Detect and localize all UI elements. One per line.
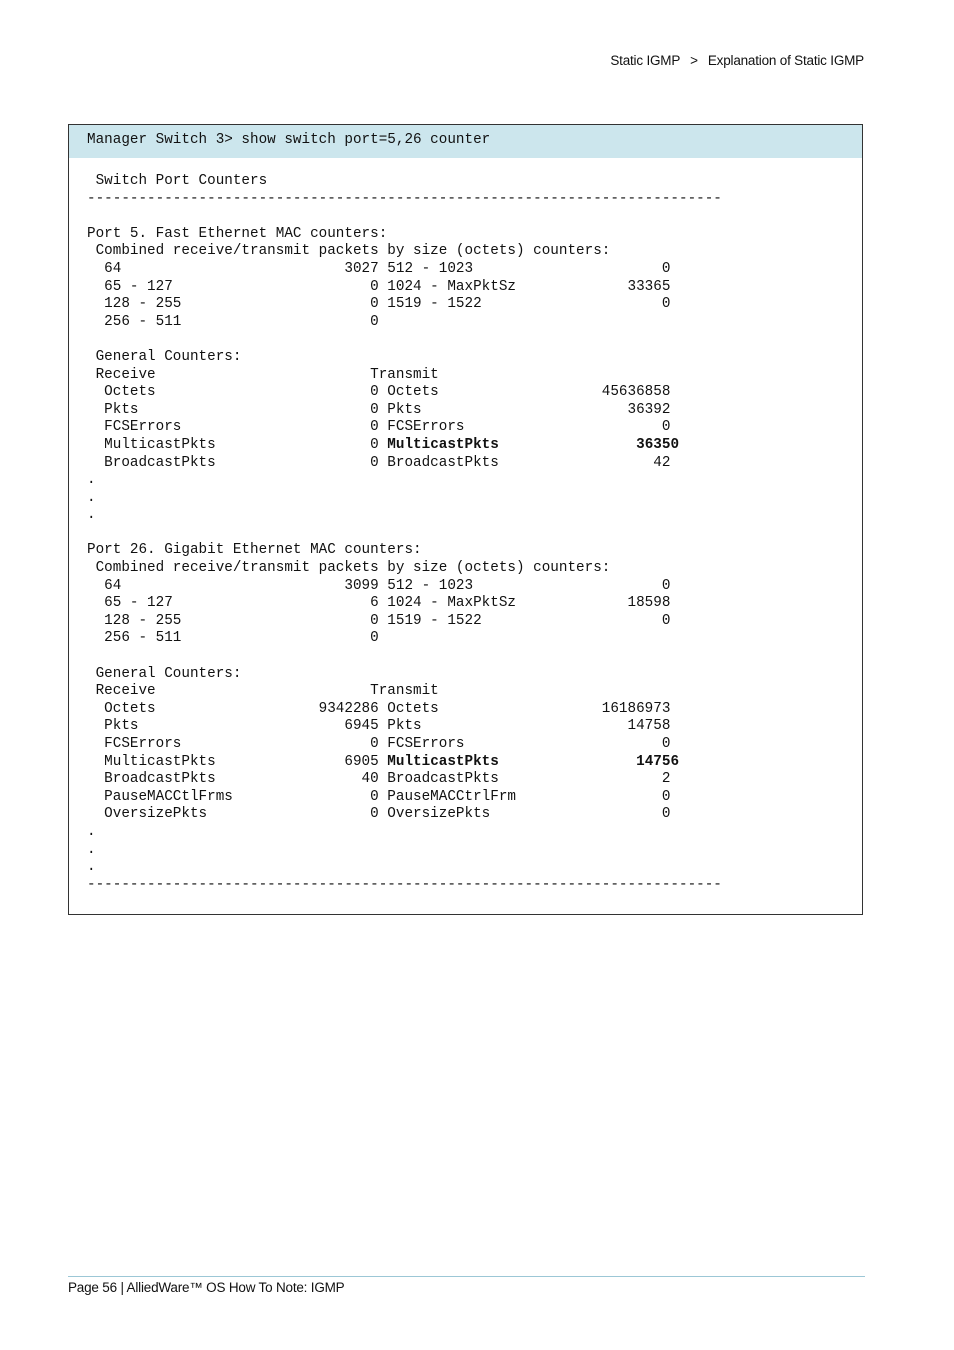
breadcrumb-subsection: Explanation of Static IGMP bbox=[707, 53, 864, 68]
console-line-text: 128 - 255 0 1519 - 1522 0 bbox=[87, 296, 671, 313]
console-line bbox=[87, 877, 722, 895]
console-line-text: 256 - 511 0 bbox=[87, 313, 379, 330]
console-line bbox=[87, 806, 722, 824]
console-line bbox=[87, 630, 722, 648]
console-line-text: Port 5. Fast Ethernet MAC counters: bbox=[87, 225, 388, 242]
console-line-text: Switch Port Counters bbox=[87, 173, 268, 189]
console-line bbox=[87, 191, 722, 209]
console-line bbox=[87, 718, 722, 736]
console-line-text: 128 - 255 0 1519 - 1522 0 bbox=[87, 612, 671, 629]
console-line bbox=[87, 507, 722, 525]
console-line-text: Pkts 6945 Pkts 14758 bbox=[87, 718, 671, 735]
console-line bbox=[87, 595, 722, 613]
console-line bbox=[87, 173, 722, 191]
console-line bbox=[87, 243, 722, 261]
console-line bbox=[87, 736, 722, 754]
console-line-text: -------------------------------------------------------------------------- bbox=[87, 190, 722, 207]
console-line-text: 256 - 511 0 bbox=[87, 630, 379, 647]
console-line bbox=[87, 367, 722, 385]
console-line bbox=[87, 331, 722, 349]
console-line bbox=[87, 472, 722, 490]
console-line-text: -------------------------------------------------------------------------- bbox=[87, 876, 722, 893]
console-line bbox=[87, 560, 722, 578]
console-line-text: PauseMACCtlFrms 0 PauseMACCtrlFrm 0 bbox=[87, 788, 671, 805]
console-line-text: Port 26. Gigabit Ethernet MAC counters: bbox=[87, 542, 422, 559]
console-line-text: . bbox=[87, 841, 96, 858]
highlighted-label: MulticastPkts bbox=[387, 436, 499, 453]
console-line-text: BroadcastPkts 0 BroadcastPkts 42 bbox=[87, 454, 671, 471]
console-line-text: General Counters: bbox=[87, 348, 242, 365]
breadcrumb-separator: > bbox=[690, 53, 698, 68]
console-line bbox=[87, 226, 722, 244]
highlighted-value: 36350 bbox=[636, 436, 680, 453]
breadcrumb bbox=[610, 53, 864, 68]
console-line bbox=[87, 208, 722, 226]
highlighted-value: 14756 bbox=[636, 753, 680, 770]
console-line-text: . bbox=[87, 507, 96, 524]
console-line bbox=[87, 824, 722, 842]
console-line bbox=[87, 261, 722, 279]
console-line-text: General Counters: bbox=[87, 665, 242, 682]
console-line bbox=[87, 455, 722, 473]
console-line bbox=[87, 701, 722, 719]
console-output-box bbox=[68, 124, 863, 915]
console-line bbox=[87, 842, 722, 860]
console-line-text: Octets 0 Octets 45636858 bbox=[87, 384, 671, 401]
console-line-text: FCSErrors 0 FCSErrors 0 bbox=[87, 736, 671, 752]
command-line: Manager Switch 3> show switch port=5,26 counter bbox=[69, 125, 862, 158]
console-line-spacing bbox=[499, 437, 636, 453]
console-line-text: MulticastPkts 0 bbox=[87, 436, 388, 453]
console-line bbox=[87, 771, 722, 789]
console-line-text: Receive Transmit bbox=[87, 683, 439, 700]
console-line bbox=[87, 419, 722, 437]
console-output-lines bbox=[87, 173, 722, 894]
footer-divider bbox=[68, 1276, 865, 1277]
console-line bbox=[87, 402, 722, 420]
console-line-text: MulticastPkts 6905 bbox=[87, 753, 388, 770]
page-footer: Page 56 | AlliedWare™ OS How To Note: IGMP bbox=[68, 1280, 345, 1295]
console-line bbox=[87, 296, 722, 314]
breadcrumb-section: Static IGMP bbox=[610, 53, 681, 68]
console-line bbox=[87, 683, 722, 701]
console-line-text: 65 - 127 6 1024 - MaxPktSz 18598 bbox=[87, 595, 671, 612]
console-line bbox=[87, 754, 722, 772]
highlighted-label: MulticastPkts bbox=[387, 753, 499, 770]
console-line-text: FCSErrors 0 FCSErrors 0 bbox=[87, 419, 671, 436]
console-line bbox=[87, 789, 722, 807]
console-line bbox=[87, 314, 722, 332]
console-line bbox=[87, 349, 722, 367]
console-line bbox=[87, 525, 722, 543]
console-line-text: BroadcastPkts 40 BroadcastPkts 2 bbox=[87, 771, 671, 788]
console-line-text: Combined receive/transmit packets by size (octets) counters: bbox=[87, 243, 611, 260]
console-line-text: Receive Transmit bbox=[87, 366, 439, 383]
console-line-text: Pkts 0 Pkts 36392 bbox=[87, 401, 671, 418]
console-line bbox=[87, 437, 722, 455]
console-line-text: 64 3099 512 - 1023 0 bbox=[87, 577, 671, 594]
console-line-text: . bbox=[87, 859, 96, 876]
console-line bbox=[87, 613, 722, 631]
console-line-text: . bbox=[87, 472, 96, 489]
console-line-text: Combined receive/transmit packets by size (octets) counters: bbox=[87, 560, 611, 577]
console-line bbox=[87, 666, 722, 684]
console-line-text: 64 3027 512 - 1023 0 bbox=[87, 260, 671, 277]
console-line-spacing bbox=[499, 754, 636, 770]
console-line-text: 65 - 127 0 1024 - MaxPktSz 33365 bbox=[87, 278, 671, 295]
console-line bbox=[87, 384, 722, 402]
console-line-text: Octets 9342286 Octets 16186973 bbox=[87, 700, 671, 717]
console-line bbox=[87, 859, 722, 877]
console-line-text: . bbox=[87, 489, 96, 506]
console-line bbox=[87, 542, 722, 560]
console-line bbox=[87, 279, 722, 297]
console-line bbox=[87, 490, 722, 508]
console-line-text: . bbox=[87, 823, 96, 840]
console-line bbox=[87, 648, 722, 666]
console-line-text: OversizePkts 0 OversizePkts 0 bbox=[87, 806, 671, 823]
console-line bbox=[87, 578, 722, 596]
